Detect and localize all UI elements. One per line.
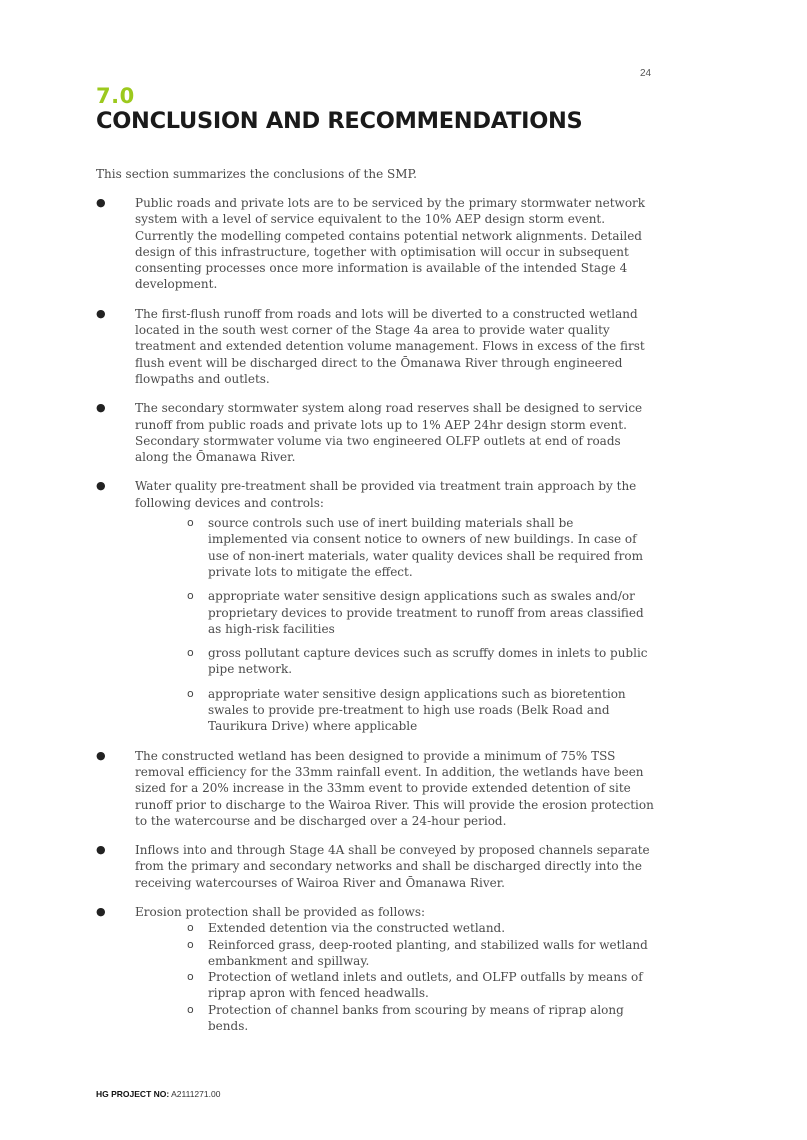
bullet-text: Water quality pre-treatment shall be provided via treatment train approach by the following devices and controls:	[135, 479, 637, 510]
bullet-icon: ●	[96, 904, 106, 918]
sub-item-text: appropriate water sensitive design applications such as swales and/or proprietary devices to provide treatment to runoff from areas classified as high-risk facilities	[208, 589, 644, 636]
list-item	[96, 478, 656, 734]
bullet-icon: ●	[96, 479, 106, 493]
sub-list-item	[187, 588, 656, 637]
pretreatment-sublist	[135, 515, 656, 735]
sub-list-item	[187, 937, 656, 970]
footer-value: A2111271.00	[171, 1089, 221, 1099]
list-item	[96, 842, 656, 891]
sub-list-item	[187, 920, 656, 936]
section-number: 7.0	[96, 84, 135, 108]
sub-item-text: Extended detention via the constructed wetland.	[208, 921, 506, 936]
circle-bullet-icon: o	[187, 589, 194, 603]
conclusions-list	[96, 195, 656, 1047]
erosion-sublist	[135, 920, 656, 1034]
bullet-icon: ●	[96, 748, 106, 762]
list-item	[96, 195, 656, 293]
sub-item-text: source controls such use of inert building materials shall be implemented via consent notice to owners of new buildings. In case of use of non-inert materials, water quality devices shall be required from private lots to mitigate the effect.	[208, 516, 643, 579]
bullet-icon: ●	[96, 306, 106, 320]
bullet-icon: ●	[96, 196, 106, 209]
circle-bullet-icon: o	[187, 970, 194, 984]
sub-item-text: gross pollutant capture devices such as scruffy domes in inlets to public pipe network.	[208, 646, 648, 677]
sub-list-item	[187, 686, 656, 735]
sub-list-item	[187, 1002, 656, 1035]
circle-bullet-icon: o	[187, 686, 194, 700]
circle-bullet-icon: o	[187, 1002, 194, 1016]
bullet-text: The constructed wetland has been designed to provide a minimum of 75% TSS removal efficiency for the 33mm rainfall event. In addition, the wetlands have been sized for a 20% increase in the 33mm event to provide extended detention of site runoff prior to discharge to the Wairoa River. This will provide the erosion protection to the watercourse and be discharged over a 24-hour period.	[135, 748, 654, 828]
sub-list-item	[187, 969, 656, 1002]
circle-bullet-icon: o	[187, 921, 194, 935]
bullet-text: Public roads and private lots are to be serviced by the primary stormwater network system with a level of service equivalent to the 10% AEP design storm event. Currently the modelling competed contains potential network alignments. Detailed design of this infrastructure, together with optimisation will occur in subsequent consenting processes once more information is available of the intended Stage 4 development.	[135, 196, 646, 292]
section-title: CONCLUSION AND RECOMMENDATIONS	[96, 108, 583, 134]
list-item	[96, 306, 656, 387]
sub-item-text: Protection of channel banks from scouring by means of riprap along bends.	[208, 1002, 624, 1034]
circle-bullet-icon: o	[187, 937, 194, 951]
circle-bullet-icon: o	[187, 646, 194, 660]
sub-list-item	[187, 645, 656, 678]
bullet-text: The first-flush runoff from roads and lots will be diverted to a constructed wetland located in the south west corner of the Stage 4a area to provide water quality treatment and extended detention volume management. Flows in excess of the first flush event will be discharged direct to the Ōmanawa River through engineered flowpaths and outlets.	[135, 306, 645, 386]
list-item	[96, 748, 656, 829]
list-item	[96, 400, 656, 465]
intro-paragraph: This section summarizes the conclusions of the SMP.	[96, 167, 417, 181]
bullet-text: Inflows into and through Stage 4A shall be conveyed by proposed channels separate from the primary and secondary networks and shall be discharged directly into the receiving watercourses of Wairoa River and Ōmanawa River.	[135, 843, 650, 890]
bullet-text: The secondary stormwater system along road reserves shall be designed to service runoff from public roads and private lots up to 1% AEP 24hr design storm event. Secondary stormwater volume via two engineered OLFP outlets at end of roads along the Ōmanawa River.	[135, 401, 643, 465]
footer-project-number	[96, 1089, 220, 1099]
sub-item-text: Protection of wetland inlets and outlets, and OLFP outfalls by means of riprap apron with fenced headwalls.	[208, 970, 643, 1001]
bullet-icon: ●	[96, 843, 106, 857]
list-item	[96, 904, 656, 1034]
sub-list-item	[187, 515, 656, 580]
sub-item-text: appropriate water sensitive design applications such as bioretention swales to provide pre-treatment to high use roads (Belk Road and Taurikura Drive) where applicable	[208, 686, 626, 734]
footer-label: HG PROJECT NO:	[96, 1089, 170, 1099]
sub-item-text: Reinforced grass, deep-rooted planting, and stabilized walls for wetland embankment and spillway.	[208, 937, 648, 968]
circle-bullet-icon: o	[187, 516, 194, 530]
bullet-icon: ●	[96, 401, 106, 415]
page-number: 24	[640, 68, 652, 79]
bullet-text: Erosion protection shall be provided as follows:	[135, 904, 426, 919]
